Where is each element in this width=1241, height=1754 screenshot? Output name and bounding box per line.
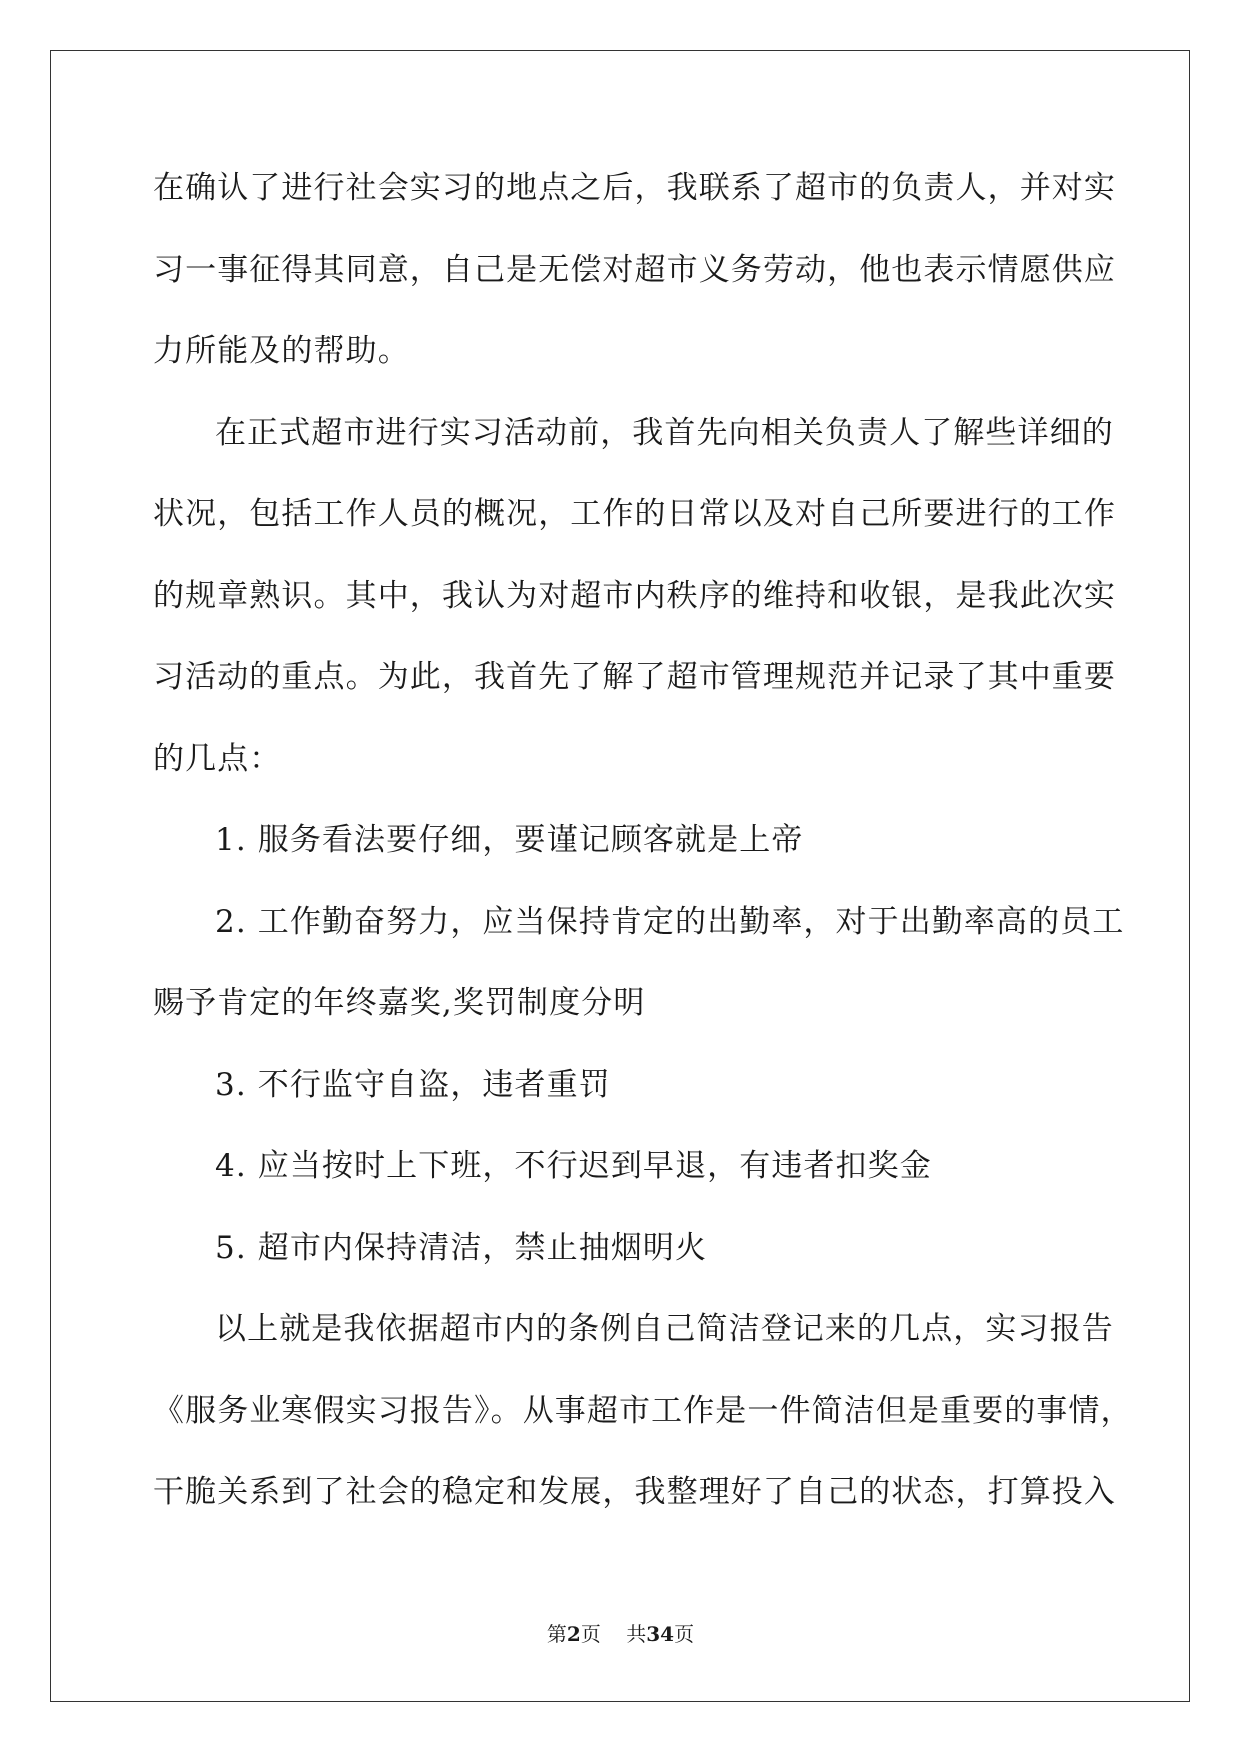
footer-total-unit: 页 — [674, 1622, 695, 1646]
footer-page-unit: 页 — [580, 1622, 601, 1646]
text-line: 力所能及的帮助。 — [153, 333, 410, 369]
page-number: 2 — [566, 1622, 581, 1646]
text-line: 在确认了进行社会实习的地点之后，我联系了超市的负责人，并对实 — [153, 170, 1116, 206]
text-line: 状况，包括工作人员的概况，工作的日常以及对自己所要进行的工作 — [153, 496, 1116, 532]
text-line: 习活动的重点。为此，我首先了解了超市管理规范并记录了其中重要 — [153, 659, 1116, 695]
text-line: 在正式超市进行实习活动前，我首先向相关负责人了解些详细的 — [215, 414, 1114, 451]
list-item: 1. 服务看法要仔细，要谨记顾客就是上帝 — [215, 822, 804, 858]
text-line: 的规章熟识。其中，我认为对超市内秩序的维持和收银，是我此次实 — [153, 577, 1116, 614]
text-line: 以上就是我依据超市内的条例自己简洁登记来的几点，实习报告 — [215, 1311, 1114, 1347]
text-line: 干脆关系到了社会的稳定和发展，我整理好了自己的状态，打算投入 — [153, 1474, 1116, 1510]
list-item: 3. 不行监守自盗，违者重罚 — [215, 1066, 611, 1103]
list-item: 2. 工作勤奋努力，应当保持肯定的出勤率，对于出勤率高的员工 — [215, 903, 1125, 940]
text-line: 赐予肯定的年终嘉奖,奖罚制度分明 — [153, 985, 646, 1021]
page-footer — [0, 1618, 1241, 1647]
text-line: 的几点： — [153, 740, 282, 777]
list-item: 4. 应当按时上下班，不行迟到早退，有违者扣奖金 — [215, 1148, 932, 1184]
footer-prefix: 第 — [546, 1622, 567, 1646]
total-pages: 34 — [646, 1622, 675, 1646]
text-line: 《服务业寒假实习报告》。从事超市工作是一件简洁但是重要的事情， — [153, 1392, 1133, 1429]
list-item: 5. 超市内保持清洁，禁止抽烟明火 — [215, 1229, 708, 1266]
footer-total-prefix: 共 — [626, 1622, 647, 1646]
text-line: 习一事征得其同意，自己是无偿对超市义务劳动，他也表示情愿供应 — [153, 251, 1116, 288]
document-body — [153, 148, 1133, 1534]
